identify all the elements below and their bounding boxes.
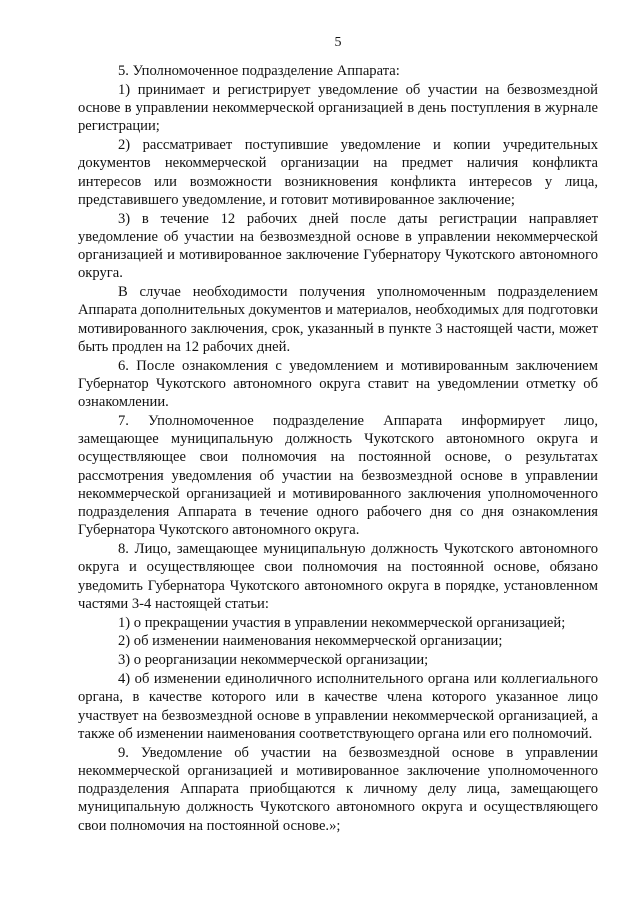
page-number: 5: [334, 35, 342, 50]
paragraph-item-8: 8. Лицо, замещающее муниципальную должность Чукотского автономного округа и осуществляющее свои полномочия на постоянной основе, обязано уведомить Губернатора Чукотского автономного округа в порядке, установленном частями 3-4 настоящей статьи:: [78, 541, 598, 612]
paragraph-item-8-sub-3: 3) о реорганизации некоммерческой организации;: [118, 652, 429, 669]
paragraph-item-8-sub-4: 4) об изменении единоличного исполнительного органа или коллегиального органа, в качестве которого или в качестве члена которого указанное лицо участвует на безвозмездной основе в управлении некоммерческой организацией, а также об изменении наименования соответствующего органа или его полномочий.: [78, 671, 598, 742]
paragraph-subitem-1: 1) принимает и регистрирует уведомление об участии на безвозмездной основе в управлении некоммерческой организацией в день поступления в журнале регистрации;: [78, 81, 598, 135]
paragraph-item-8-sub-2: 2) об изменении наименования некоммерческой организации;: [118, 633, 503, 650]
paragraph-item-5-heading: 5. Уполномоченное подразделение Аппарата:: [118, 63, 400, 79]
document-page: [78, 34, 598, 835]
paragraph-item-8-sub-1: 1) о прекращении участия в управлении некоммерческой организацией;: [118, 614, 566, 631]
paragraph-subitem-3: 3) в течение 12 рабочих дней после даты регистрации направляет уведомление об участии на безвозмездной основе в управлении некоммерческой организацией и мотивированное заключение Губернатору Чукотского автономного округа.: [78, 210, 598, 282]
paragraph-item-6: 6. После ознакомления с уведомлением и мотивированным заключением Губернатор Чукотского автономного округа ставит на уведомлении отметку об ознакомлении.: [78, 357, 598, 411]
paragraph-subitem-2: 2) рассматривает поступившие уведомление и копии учредительных документов некоммерческой организации на предмет наличия конфликта интересов или возможности возникновения конфликта интересов у лица, представившего уведомление, и готовит мотивированное заключение;: [78, 137, 598, 208]
paragraph-extension-note: В случае необходимости получения уполномоченным подразделением Аппарата дополнительных документов и материалов, необходимых для подготовки мотивированного заключения, срок, указанный в пункте 3 настоящей части, может быть продлен на 12 рабочих дней.: [78, 284, 598, 355]
paragraph-item-9: 9. Уведомление об участии на безвозмездной основе в управлении некоммерческой организацией и мотивированное заключение уполномоченного подразделения Аппарата приобщаются к личному делу лица, замещающего муниципальную должность Чукотского автономного округа и осуществляющего свои полномочия на постоянной основе.»;: [78, 744, 598, 834]
paragraph-item-7: 7. Уполномоченное подразделение Аппарата информирует лицо, замещающее муниципальную должность Чукотского автономного округа и осуществляющее свои полномочия на постоянной основе, о результатах рассмотрения уведомления об участии на безвозмездной основе в управлении некоммерческой организацией и мотивированного заключения уполномоченного подразделения Аппарата в течение одного рабочего дня со дня ознакомления Губернатора Чукотского автономного округа.: [78, 412, 598, 539]
